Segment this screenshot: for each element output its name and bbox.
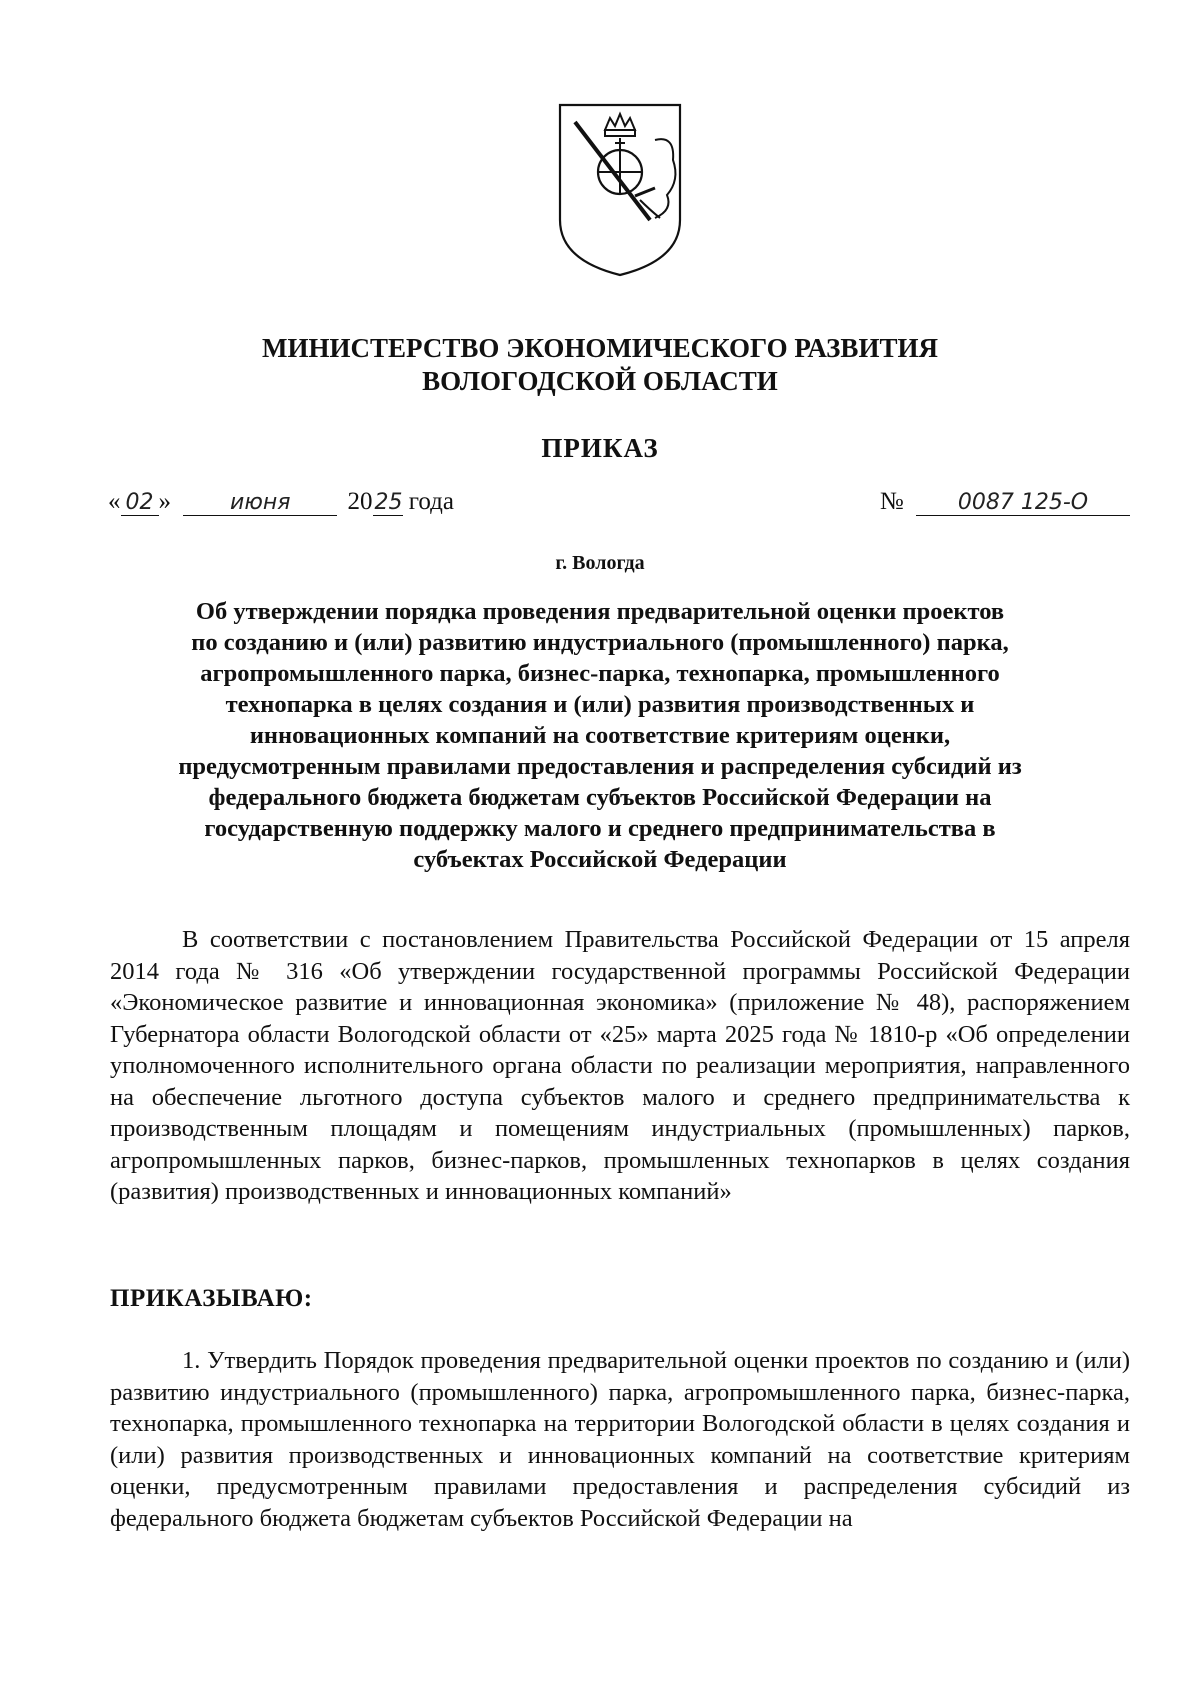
subject-line: субъектах Российской Федерации <box>413 846 787 873</box>
subject-line: инновационных компаний на соответствие критериям оценки, <box>249 722 951 749</box>
subject-line: технопарка в целях создания и (или) развития производственных и <box>225 691 975 718</box>
order-title: ПРИКАЗ <box>541 433 659 463</box>
order-number <box>880 488 1130 516</box>
item-1-paragraph: 1. Утвердить Порядок проведения предварительной оценки проектов по созданию и (или) развитию индустриального (промышленного) парка, агропромышленного парка, бизнес-парка, технопарка, промышленного технопарка на территории Вологодской области в целях создания и (или) развития производственных и инновационных компаний на соответствие критериям оценки, предусмотренным правилами предоставления и распределения субсидий из федерального бюджета бюджетам субъектов Российской Федерации на <box>110 1347 1130 1532</box>
date-year-suffix: 25 <box>374 490 403 515</box>
city: г. Вологда <box>555 552 645 574</box>
ministry-name <box>0 332 1200 398</box>
date-year-word: года <box>408 488 454 515</box>
date-open-quote: « <box>108 488 121 515</box>
date-close-quote: » <box>158 488 171 515</box>
number-sign: № <box>879 488 904 515</box>
date-number-row <box>108 488 1130 528</box>
number-value: 0087 125-О <box>916 490 1130 516</box>
ministry-name-line1: МИНИСТЕРСТВО ЭКОНОМИЧЕСКОГО РАЗВИТИЯ <box>262 333 938 363</box>
date-month: июня <box>183 490 337 516</box>
subject-line: предусмотренным правилами предоставления и распределения субсидий из <box>178 753 1022 780</box>
date-day: 02 <box>121 490 159 516</box>
date-year-prefix: 20 <box>347 488 373 515</box>
order-date <box>108 488 454 516</box>
subject-line: по созданию и (или) развитию индустриального (промышленного) парка, <box>191 629 1009 656</box>
subject-line: Об утверждении порядка проведения предварительной оценки проектов <box>195 598 1005 625</box>
subject-line: федерального бюджета бюджетам субъектов Российской Федерации на <box>208 784 992 811</box>
order-directive: ПРИКАЗЫВАЮ: <box>110 1285 313 1312</box>
coat-of-arms-icon <box>555 100 685 280</box>
subject-line: государственную поддержку малого и среднего предпринимательства в <box>204 815 996 842</box>
subject-title <box>0 596 1200 875</box>
subject-line: агропромышленного парка, бизнес-парка, технопарка, промышленного <box>200 660 1000 687</box>
ministry-name-line2: ВОЛОГОДСКОЙ ОБЛАСТИ <box>422 366 778 396</box>
preamble-paragraph: В соответствии с постановлением Правительства Российской Федерации от 15 апреля 2014 года № 316 «Об утверждении государственной программы Российской Федерации «Экономическое развитие и инновационная экономика» (приложение № 48), распоряжением Губернатора области Вологодской области от «25» марта 2025 года № 1810-р «Об определении уполномоченного исполнительного органа области по реализации мероприятия, направленного на обеспечение льготного доступа субъектов малого и среднего предпринимательства к производственным площадям и помещениям индустриальных (промышленных) парков, агропромышленных парков, бизнес-парков, промышленных технопарков в целях создания (развития) производственных и инновационных компаний» <box>110 926 1130 1205</box>
